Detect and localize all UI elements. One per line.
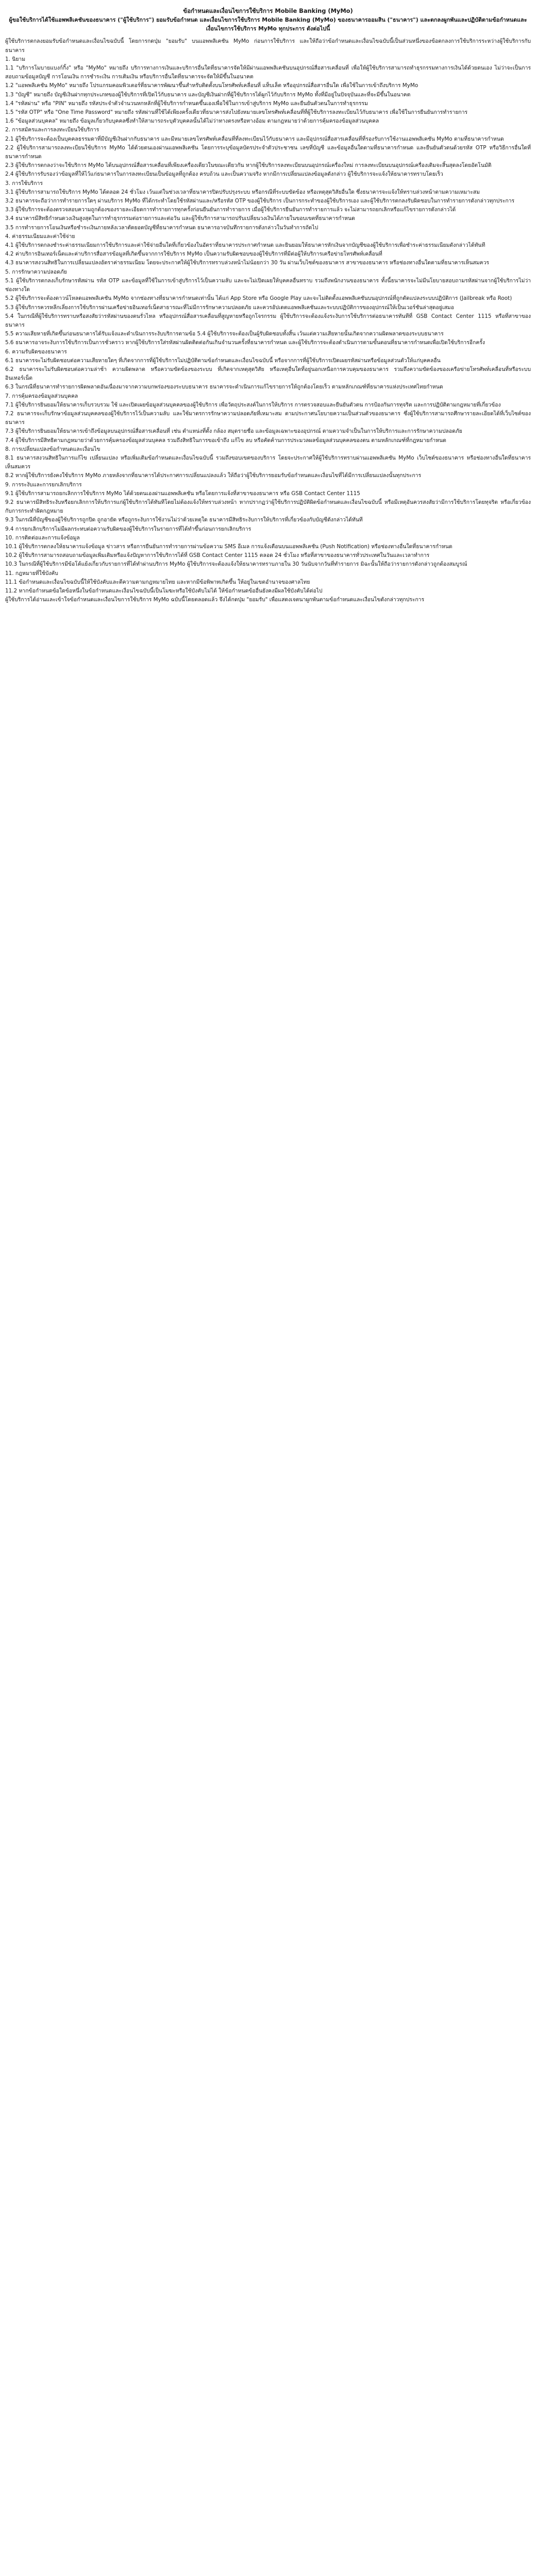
document-intro: ผู้ใช้บริการตกลงยอมรับข้อกำหนดและเงื่อนไขฉบับนี้ โดยการกดปุ่ม "ยอมรับ" บนแอพพลิเคชัน MyMo ก่อนการใช้บริการ และให้ถือว่าข้อกำหนดและเงื่อนไขฉบับนี้เป็นส่วนหนึ่งของข้อตกลงการใช้บริการระหว่างผู้ใช้บริการกับธนาคาร [5,38,531,54]
clause-paragraph: 2.1 ผู้ใช้บริการจะต้องเป็นบุคคลธรรมดาที่มีบัญชีเงินฝากกับธนาคาร และมีหมายเลขโทรศัพท์เคลื่อนที่ที่ลงทะเบียนไว้กับธนาคาร และมีอุปกรณ์สื่อสารเคลื่อนที่ที่รองรับการใช้งานแอพพลิเคชัน MyMo ตามที่ธนาคารกำหนด [5,135,504,142]
clause-paragraph: 3.1 ผู้ใช้บริการสามารถใช้บริการ MyMo ได้ตลอด 24 ชั่วโมง เว้นแต่ในช่วงเวลาที่ธนาคารปิดปรับปรุงระบบ หรือกรณีที่ระบบขัดข้อง หรือเหตุสุดวิสัยอื่นใด ซึ่งธนาคารจะแจ้งให้ทราบล่วงหน้าตามความเหมาะสม [5,189,480,195]
clause-paragraph: 9.2 ธนาคารมีสิทธิระงับหรือยกเลิกการให้บริการแก่ผู้ใช้บริการได้ทันทีโดยไม่ต้องแจ้งให้ทราบล่วงหน้า หากปรากฏว่าผู้ใช้บริการปฏิบัติผิดข้อกำหนดและเงื่อนไขฉบับนี้ หรือมีเหตุอันควรสงสัยว่ามีการใช้บริการโดยทุจริต หรือเกี่ยวข้องกับการกระทำผิดกฎหมาย [5,499,531,515]
clause-paragraph: 2.4 ผู้ใช้บริการรับรองว่าข้อมูลที่ให้ไว้แก่ธนาคารในการลงทะเบียนเป็นข้อมูลที่ถูกต้อง ครบถ้วน และเป็นความจริง หากมีการเปลี่ยนแปลงข้อมูลดังกล่าว ผู้ใช้บริการจะแจ้งให้ธนาคารทราบโดยเร็ว [5,171,443,178]
clause-paragraph: 8.1 ธนาคารสงวนสิทธิในการแก้ไข เปลี่ยนแปลง หรือเพิ่มเติมข้อกำหนดและเงื่อนไขฉบับนี้ รวมถึงขอบเขตของบริการ โดยจะประกาศให้ผู้ใช้บริการทราบผ่านแอพพลิเคชัน MyMo เว็บไซต์ของธนาคาร หรือช่องทางอื่นใดที่ธนาคารเห็นสมควร [5,454,531,470]
clause-paragraph: 5.4 ในกรณีที่ผู้ใช้บริการทราบหรือสงสัยว่ารหัสผ่านของตนรั่วไหล หรืออุปกรณ์สื่อสารเคลื่อนที่สูญหายหรือถูกโจรกรรม ผู้ใช้บริการจะต้องแจ้งระงับการใช้บริการต่อธนาคารทันทีที่ GSB Contact Center 1115 หรือที่สาขาของธนาคาร [5,313,531,328]
clause-paragraph: 10.1 ผู้ใช้บริการตกลงให้ธนาคารแจ้งข้อมูล ข่าวสาร หรือการยืนยันการทำรายการผ่านข้อความ SMS อีเมล การแจ้งเตือนบนแอพพลิเคชัน (Push Notification) หรือช่องทางอื่นใดที่ธนาคารกำหนด [5,543,453,550]
clause-paragraph: 3.3 ผู้ใช้บริการจะต้องตรวจสอบความถูกต้องของรายละเอียดการทำรายการทุกครั้งก่อนยืนยันการทำรายการ เมื่อผู้ใช้บริการยืนยันการทำรายการแล้ว จะไม่สามารถยกเลิกหรือแก้ไขรายการดังกล่าวได้ [5,207,456,213]
clause-paragraph: 1. นิยาม [5,56,26,62]
clause-paragraph: 9. การระงับและการยกเลิกบริการ [5,481,82,488]
clause-paragraph: 10.2 ผู้ใช้บริการสามารถสอบถามข้อมูลเพิ่มเติมหรือแจ้งปัญหาการใช้บริการได้ที่ GSB Contact Center 1115 ตลอด 24 ชั่วโมง หรือที่สาขาของธนาคารทั่วประเทศในวันและเวลาทำการ [5,552,430,559]
clause-paragraph: 11. กฎหมายที่ใช้บังคับ [5,570,58,577]
clause-paragraph: 2. การสมัครและการลงทะเบียนใช้บริการ [5,127,99,133]
clause-paragraph: ผู้ใช้บริการได้อ่านและเข้าใจข้อกำหนดและเงื่อนไขการใช้บริการ MyMo ฉบับนี้โดยตลอดแล้ว จึงได้กดปุ่ม "ยอมรับ" เพื่อแสดงเจตนาผูกพันตามข้อกำหนดและเงื่อนไขดังกล่าวทุกประการ [5,597,425,603]
clause-paragraph: 1.5 "รหัส OTP" หรือ "One Time Password" หมายถึง รหัสผ่านที่ใช้ได้เพียงครั้งเดียวที่ธนาคารส่งไปยังหมายเลขโทรศัพท์เคลื่อนที่ที่ผู้ใช้บริการลงทะเบียนไว้กับธนาคาร เพื่อใช้ในการยืนยันการทำรายการ [5,109,468,116]
clause-paragraph: 10. การติดต่อและการแจ้งข้อมูล [5,534,80,541]
clause-paragraph: 10.3 ในกรณีที่ผู้ใช้บริการมีข้อโต้แย้งเกี่ยวกับรายการที่ได้ทำผ่านบริการ MyMo ผู้ใช้บริการจะต้องแจ้งให้ธนาคารทราบภายใน 30 วันนับจากวันที่ทำรายการ มิฉะนั้นให้ถือว่ารายการดังกล่าวถูกต้องสมบูรณ์ [5,561,467,568]
clause-paragraph: 1.1 "บริการโมบายแบงก์กิ้ง" หรือ "MyMo" หมายถึง บริการทางการเงินและบริการอื่นใดที่ธนาคารจัดให้มีผ่านแอพพลิเคชันบนอุปกรณ์สื่อสารเคลื่อนที่ เพื่อให้ผู้ใช้บริการสามารถทำธุรกรรมทางการเงินได้ด้วยตนเอง ไม่ว่าจะเป็นการสอบถามข้อมูลบัญชี การโอนเงิน การชำระเงิน การเติมเงิน หรือบริการอื่นใดที่ธนาคารจะจัดให้มีขึ้นในอนาคต [5,65,531,80]
clause-paragraph: 1.6 "ข้อมูลส่วนบุคคล" หมายถึง ข้อมูลเกี่ยวกับบุคคลซึ่งทำให้สามารถระบุตัวบุคคลนั้นได้ไม่ว่าทางตรงหรือทางอ้อม ตามกฎหมายว่าด้วยการคุ้มครองข้อมูลส่วนบุคคล [5,118,379,125]
clause-paragraph: 6.3 ในกรณีที่ธนาคารทำรายการผิดพลาดอันเนื่องมาจากความบกพร่องของระบบธนาคาร ธนาคารจะดำเนินการแก้ไขรายการให้ถูกต้องโดยเร็ว ตามหลักเกณฑ์ที่ธนาคารแห่งประเทศไทยกำหนด [5,384,443,391]
clause-paragraph: 7.2 ธนาคารจะเก็บรักษาข้อมูลส่วนบุคคลของผู้ใช้บริการไว้เป็นความลับ และใช้มาตรการรักษาความปลอดภัยที่เหมาะสม ตามประกาศนโยบายความเป็นส่วนตัวของธนาคาร ซึ่งผู้ใช้บริการสามารถศึกษารายละเอียดได้ที่เว็บไซต์ของธนาคาร [5,410,531,426]
document-title: ข้อกำหนดและเงื่อนไขการใช้บริการ Mobile Banking (MyMo) [183,7,353,14]
clause-paragraph: 8.2 หากผู้ใช้บริการยังคงใช้บริการ MyMo ภายหลังจากที่ธนาคารได้ประกาศการเปลี่ยนแปลงแล้ว ให้ถือว่าผู้ใช้บริการยอมรับข้อกำหนดและเงื่อนไขที่ได้มีการเปลี่ยนแปลงนั้นทุกประการ [5,472,422,479]
clause-paragraph: 2.3 ผู้ใช้บริการตกลงว่าจะใช้บริการ MyMo ได้บนอุปกรณ์สื่อสารเคลื่อนที่เพียงเครื่องเดียวในขณะเดียวกัน หากผู้ใช้บริการลงทะเบียนบนอุปกรณ์เครื่องใหม่ การลงทะเบียนบนอุปกรณ์เครื่องเดิมจะสิ้นสุดลงโดยอัตโนมัติ [5,162,492,169]
clause-paragraph: 11.2 หากข้อกำหนดข้อใดข้อหนึ่งในข้อกำหนดและเงื่อนไขฉบับนี้เป็นโมฆะหรือใช้บังคับไม่ได้ ให้ข้อกำหนดข้ออื่นยังคงมีผลใช้บังคับได้ต่อไป [5,588,323,594]
clause-paragraph: 4.2 ค่าบริการอินเทอร์เน็ตและค่าบริการสื่อสารข้อมูลที่เกิดขึ้นจากการใช้บริการ MyMo เป็นความรับผิดชอบของผู้ใช้บริการที่มีต่อผู้ให้บริการเครือข่ายโทรศัพท์เคลื่อนที่ [5,251,382,258]
clause-paragraph: 1.2 "แอพพลิเคชัน MyMo" หมายถึง โปรแกรมคอมพิวเตอร์ที่ธนาคารพัฒนาขึ้นสำหรับติดตั้งบนโทรศัพท์เคลื่อนที่ แท็บเล็ต หรืออุปกรณ์สื่อสารอื่นใด เพื่อใช้ในการเข้าถึงบริการ MyMo [5,82,418,89]
clause-paragraph: 9.1 ผู้ใช้บริการสามารถยกเลิกการใช้บริการ MyMo ได้ด้วยตนเองผ่านแอพพลิเคชัน หรือโดยการแจ้งที่สาขาของธนาคาร หรือ GSB Contact Center 1115 [5,490,360,497]
clause-paragraph: 6.2 ธนาคารจะไม่รับผิดชอบต่อความล่าช้า ความผิดพลาด หรือความขัดข้องของระบบ ที่เกิดจากเหตุสุดวิสัย หรือเหตุอื่นใดที่อยู่นอกเหนือการควบคุมของธนาคาร รวมถึงความขัดข้องของเครือข่ายโทรศัพท์เคลื่อนที่หรือระบบอินเทอร์เน็ต [5,366,531,382]
clause-paragraph: 1.3 "บัญชี" หมายถึง บัญชีเงินฝากทุกประเภทของผู้ใช้บริการที่เปิดไว้กับธนาคาร และบัญชีเงินฝากที่ผู้ใช้บริการได้ผูกไว้กับบริการ MyMo ทั้งที่มีอยู่ในปัจจุบันและที่จะมีขึ้นในอนาคต [5,91,411,98]
clause-paragraph: 7.1 ผู้ใช้บริการยินยอมให้ธนาคารเก็บรวบรวม ใช้ และเปิดเผยข้อมูลส่วนบุคคลของผู้ใช้บริการ เพื่อวัตถุประสงค์ในการให้บริการ การตรวจสอบและยืนยันตัวตน การป้องกันการทุจริต และการปฏิบัติตามกฎหมายที่เกี่ยวข้อง [5,401,501,408]
clause-paragraph: 3. การใช้บริการ [5,180,43,187]
clause-paragraph: 7.4 ผู้ใช้บริการมีสิทธิตามกฎหมายว่าด้วยการคุ้มครองข้อมูลส่วนบุคคล รวมถึงสิทธิในการขอเข้าถึง แก้ไข ลบ หรือคัดค้านการประมวลผลข้อมูลส่วนบุคคลของตน ตามหลักเกณฑ์ที่กฎหมายกำหนด [5,437,446,444]
clause-paragraph: 8. การเปลี่ยนแปลงข้อกำหนดและเงื่อนไข [5,446,100,452]
clause-paragraph: 4. ค่าธรรมเนียมและค่าใช้จ่าย [5,233,75,240]
clause-paragraph: 3.4 ธนาคารมีสิทธิกำหนดวงเงินสูงสุดในการทำธุรกรรมต่อรายการและต่อวัน และผู้ใช้บริการสามารถปรับเปลี่ยนวงเงินได้ภายในขอบเขตที่ธนาคารกำหนด [5,215,355,222]
clause-paragraph: 5. การรักษาความปลอดภัย [5,268,67,275]
clause-paragraph: 11.1 ข้อกำหนดและเงื่อนไขฉบับนี้ให้ใช้บังคับและตีความตามกฎหมายไทย และหากมีข้อพิพาทเกิดขึ้น ให้อยู่ในเขตอำนาจของศาลไทย [5,579,310,585]
clause-paragraph: 3.5 การทำรายการโอนเงินหรือชำระเงินภายหลังเวลาตัดยอดบัญชีที่ธนาคารกำหนด ธนาคารอาจบันทึกรายการดังกล่าวในวันทำการถัดไป [5,224,319,231]
clause-paragraph: 1.4 "รหัสผ่าน" หรือ "PIN" หมายถึง รหัสประจำตัวจำนวนหกหลักที่ผู้ใช้บริการกำหนดขึ้นเองเพื่อใช้ในการเข้าสู่บริการ MyMo และยืนยันตัวตนในการทำธุรกรรม [5,100,368,107]
clause-paragraph: 9.4 การยกเลิกบริการไม่มีผลกระทบต่อความรับผิดของผู้ใช้บริการในรายการที่ได้ทำขึ้นก่อนการยกเลิกบริการ [5,526,252,532]
clause-paragraph: 5.1 ผู้ใช้บริการตกลงเก็บรักษารหัสผ่าน รหัส OTP และข้อมูลที่ใช้ในการเข้าสู่บริการไว้เป็นความลับ และจะไม่เปิดเผยให้บุคคลอื่นทราบ รวมถึงพนักงานของธนาคาร ทั้งนี้ธนาคารจะไม่มีนโยบายสอบถามรหัสผ่านจากผู้ใช้บริการไม่ว่าช่องทางใด [5,277,531,293]
clause-paragraph: 2.2 ผู้ใช้บริการสามารถลงทะเบียนใช้บริการ MyMo ได้ด้วยตนเองผ่านแอพพลิเคชัน โดยการระบุข้อมูลบัตรประจำตัวประชาชน เลขที่บัญชี และข้อมูลอื่นใดตามที่ธนาคารกำหนด และยืนยันตัวตนด้วยรหัส OTP หรือวิธีการอื่นใดที่ธนาคารกำหนด [5,144,531,160]
clause-paragraph: 5.2 ผู้ใช้บริการจะต้องดาวน์โหลดแอพพลิเคชัน MyMo จากช่องทางที่ธนาคารกำหนดเท่านั้น ได้แก่ App Store หรือ Google Play และจะไม่ติดตั้งแอพพลิเคชันบนอุปกรณ์ที่ถูกดัดแปลงระบบปฏิบัติการ (Jailbreak หรือ Root) [5,295,512,302]
document-subtitle: ผู้ขอใช้บริการได้ใช้แอพพลิเคชันของธนาคาร ("ผู้ใช้บริการ") ยอมรับข้อกำหนด และเงื่อนไขการใช้บริการ Mobile Banking (MyMo) ของธนาคารออมสิน ("ธนาคาร") และตกลงผูกพันและปฏิบัติตามข้อกำหนดและเงื่อนไขการใช้บริการ MyMo ทุกประการ ดังต่อไปนี้ [9,16,527,32]
clause-paragraph: 3.2 ธนาคารจะถือว่าการทำรายการใดๆ ผ่านบริการ MyMo ที่ได้กระทำโดยใช้รหัสผ่านและ/หรือรหัส OTP ของผู้ใช้บริการ เป็นการกระทำของผู้ใช้บริการเอง และผู้ใช้บริการตกลงรับผิดชอบในการทำรายการดังกล่าวทุกประการ [5,198,515,205]
clause-paragraph: 4.1 ผู้ใช้บริการตกลงชำระค่าธรรมเนียมการใช้บริการและค่าใช้จ่ายอื่นใดที่เกี่ยวข้องในอัตราที่ธนาคารประกาศกำหนด และยินยอมให้ธนาคารหักเงินจากบัญชีของผู้ใช้บริการเพื่อชำระค่าธรรมเนียมดังกล่าวได้ทันที [5,242,485,249]
clause-paragraph: 7.3 ผู้ใช้บริการยินยอมให้ธนาคารเข้าถึงข้อมูลบนอุปกรณ์สื่อสารเคลื่อนที่ เช่น ตำแหน่งที่ตั้ง กล้อง สมุดรายชื่อ และข้อมูลเฉพาะของอุปกรณ์ ตามความจำเป็นในการให้บริการและการรักษาความปลอดภัย [5,428,462,435]
clause-paragraph: 9.3 ในกรณีที่บัญชีของผู้ใช้บริการถูกปิด ถูกอายัด หรือถูกระงับการใช้งานไม่ว่าด้วยเหตุใด ธนาคารมีสิทธิระงับการให้บริการที่เกี่ยวข้องกับบัญชีดังกล่าวได้ทันที [5,517,363,523]
clause-paragraph: 5.5 ความเสียหายที่เกิดขึ้นก่อนธนาคารได้รับแจ้งและดำเนินการระงับบริการตามข้อ 5.4 ผู้ใช้บริการจะต้องเป็นผู้รับผิดชอบทั้งสิ้น เว้นแต่ความเสียหายนั้นเกิดจากความผิดพลาดของระบบธนาคาร [5,331,444,337]
clause-paragraph: 7. การคุ้มครองข้อมูลส่วนบุคคล [5,393,78,399]
terms-clauses [5,55,531,605]
clause-paragraph: 5.6 ธนาคารอาจระงับการใช้บริการเป็นการชั่วคราว หากผู้ใช้บริการใส่รหัสผ่านผิดติดต่อกันเกินจำนวนครั้งที่ธนาคารกำหนด และผู้ใช้บริการจะต้องดำเนินการตามขั้นตอนที่ธนาคารกำหนดเพื่อเปิดใช้บริการอีกครั้ง [5,340,485,346]
clause-paragraph: 6. ความรับผิดของธนาคาร [5,348,67,355]
clause-paragraph: 6.1 ธนาคารจะไม่รับผิดชอบต่อความเสียหายใดๆ ที่เกิดจากการที่ผู้ใช้บริการไม่ปฏิบัติตามข้อกำหนดและเงื่อนไขฉบับนี้ หรือจากการที่ผู้ใช้บริการเปิดเผยรหัสผ่านหรือข้อมูลส่วนตัวให้แก่บุคคลอื่น [5,357,441,364]
clause-paragraph: 5.3 ผู้ใช้บริการควรหลีกเลี่ยงการใช้บริการผ่านเครือข่ายอินเทอร์เน็ตสาธารณะที่ไม่มีการรักษาความปลอดภัย และควรอัปเดตแอพพลิเคชันและระบบปฏิบัติการของอุปกรณ์ให้เป็นเวอร์ชันล่าสุดอยู่เสมอ [5,304,454,311]
clause-paragraph: 4.3 ธนาคารสงวนสิทธิในการเปลี่ยนแปลงอัตราค่าธรรมเนียม โดยจะประกาศให้ผู้ใช้บริการทราบล่วงหน้าไม่น้อยกว่า 30 วัน ผ่านเว็บไซต์ของธนาคาร สาขาของธนาคาร หรือช่องทางอื่นใดตามที่ธนาคารเห็นสมควร [5,260,489,266]
